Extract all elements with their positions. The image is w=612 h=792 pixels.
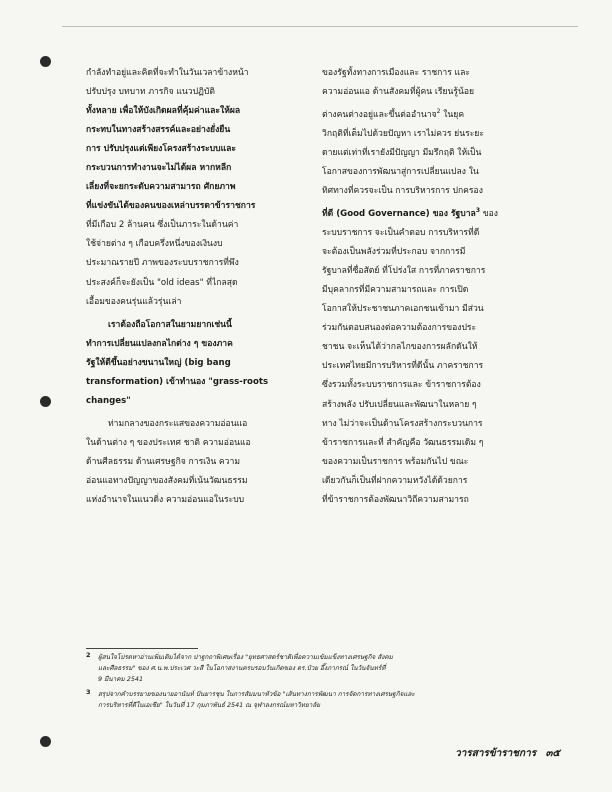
footnote-line: สรุปจากคำบรรยายของนายอานันท์ ปันยารชุน ในการสัมมนาหัวข้อ "เส้นทางการพัฒนา การจัดการทางเศรษฐกิจและ (98, 690, 415, 698)
binder-hole-top (40, 56, 51, 67)
text-line (322, 472, 566, 491)
text-line (322, 300, 566, 319)
line-text: ดายแต่เท่าที่เรายังมีปัญญา มีมรึกฤติ ให้เป็น (322, 148, 482, 159)
journal-name: วารสารข้าราชการ (455, 748, 537, 759)
footnote-line: และศีลธรรม" ของ ศ.น.พ.ประเวศ วะสี ในโอกาสงานครบรอบวันเกิดของ ดร.ป๋วย อึ๊งภากรณ์ ในวันจันทร์ที่ (98, 664, 386, 672)
text-line (86, 293, 318, 312)
line-text: ทำการเปลี่ยนแปลงกลไกต่าง ๆ ของภาค (86, 338, 233, 349)
line-text: วิกฤติที่เต็มไปด้วยปัญหา เราไม่ควร ย่นระยะ (322, 129, 484, 139)
line-text: กระบวนการทำงานจะไม่ได้ผล หากหลีก (86, 163, 232, 174)
line-text: เอื้อมของคนรุ่นแล้วรุ่นเล่า (86, 296, 182, 307)
footnote (86, 689, 572, 711)
text-line (322, 125, 566, 144)
line-text: transformation) เข้าทำนอง "grass-roots (86, 376, 269, 387)
line-text: ทาง ไม่ว่าจะเป็นด้านโครงสร้างกระบวนการ (322, 418, 483, 429)
text-line (322, 243, 566, 262)
text-line (322, 224, 566, 243)
running-footer (455, 746, 560, 761)
text-line (322, 491, 566, 510)
footnote-rule (86, 648, 198, 649)
line-text: โอกาสให้ประชาชนภาคเอกชนเข้ามา มีส่วน (322, 304, 484, 315)
text-line (86, 178, 318, 197)
text-line (86, 415, 318, 434)
footnote-line: การบริหารที่ดีในเอเชีย" ในวันที่ 17 กุมภาพันธ์ 2541 ณ จุฬาลงกรณ์มหาวิทยาลัย (98, 701, 321, 709)
line-text: ที่แข่งขันได้ของคนของเหล่าบรรดาข้าราชการ (86, 201, 256, 212)
line-text: อ่อนแอทางปัญญาของสังคมที่เน้นวัฒนธรรม (86, 475, 248, 486)
text-line (86, 140, 318, 159)
text-line (322, 357, 566, 376)
text-line (322, 262, 566, 281)
text-line (86, 121, 318, 140)
text-line (322, 144, 566, 163)
line-text: เลี่ยงที่จะยกระดับความสามารถ ศักยภาพ (86, 182, 236, 193)
text-line (86, 197, 318, 216)
line-text: ปรับปรุง บทบาท ภารกิจ แนวปฏิบัติ (86, 87, 215, 98)
line-text: ความอ่อนแอ ด้านสังคมที่ผู้คน เรียนรู้น้อย (322, 87, 475, 98)
line-text: ที่ข้าราชการต้องพัฒนาวิถีความสามารถ (322, 494, 469, 505)
footnote-marker: 2 (436, 108, 441, 116)
text-line (322, 182, 566, 201)
line-text: ประเทศไทยมีการบริหารที่ดีนั้น ภาคราชการ (322, 361, 484, 372)
header-rule (62, 26, 578, 27)
text-line (86, 274, 318, 293)
line-text: โอกาสของการพัฒนาสู่การเปลี่ยนแปลง ใน (322, 167, 479, 178)
line-text: สร้างพลัง ปรับเปลี่ยนและพัฒนาในหลาย ๆ (322, 399, 477, 410)
footnote-number: 2 (86, 651, 91, 659)
text-line (86, 392, 318, 411)
text-line (86, 373, 318, 392)
line-text: ของความเป็นราชการ พร้อมกันไป ขณะ (322, 456, 469, 467)
left-column (86, 64, 318, 510)
line-text: ของรัฐทั้งทางการเมืองและ ราชการ และ (322, 68, 470, 78)
line-text: ประมาณรายปี ภาพของระบบราชการที่พึง (86, 258, 239, 269)
right-column (322, 64, 566, 510)
line-text: แห่งอำนาจในแนวดิ่ง ความอ่อนแอในระบบ (86, 495, 245, 506)
text-line (322, 338, 566, 357)
line-text: ใช้จ่ายต่าง ๆ เกือบครึ่งหนึ่งของเงินงบ (86, 239, 223, 250)
footnote-line: 9 มีนาคม 2541 (98, 675, 144, 683)
text-line (322, 201, 566, 224)
text-line (86, 235, 318, 254)
line-text: ทิศทางที่ควรจะเป็น การบริหารการ ปกครอง (322, 186, 483, 197)
line-text: รัฐบาลที่ซื่อสัตย์ ที่โปร่งใส การที่ภาคราชการ (322, 266, 486, 277)
line-tail: ของ (480, 209, 498, 220)
line-tail: ในยุค (440, 109, 465, 120)
line-text: ที่มีเกือบ 2 ล้านคน ซึ่งเป็นภาระในด้านค่า (86, 220, 239, 231)
line-text: ร่วมกันตอบสนองต่อความต้องการของประ (322, 323, 477, 334)
text-line (86, 159, 318, 178)
text-line (322, 163, 566, 182)
line-text: ซึ่งรวมทั้งระบบราชการและ ข้าราชการต้อง (322, 380, 481, 391)
line-text: ระบบราชการ จะเป็นคำตอบ การบริหารที่ดี (322, 228, 480, 239)
line-text: กระทบในทางสร้างสรรค์และอย่างยั่งยืน (86, 125, 231, 136)
line-text: ชาชน จะเห็นได้ว่ากลไกของการผลักดันให้ (322, 342, 478, 353)
line-text: กำลังทำอยู่และคิดที่จะทำในวันเวลาข้างหน้า (86, 68, 249, 78)
text-line (86, 335, 318, 354)
text-line (322, 396, 566, 415)
text-line (86, 102, 318, 121)
line-text: มีบุคลากรที่มีความสามารถและ การเปิด (322, 285, 469, 296)
line-text: ด้านศีลธรรม ด้านเศรษฐกิจ การเงิน ความ (86, 456, 240, 467)
line-text: จะต้องเป็นพลังร่วมที่ประกอบ จากการมี (322, 247, 466, 258)
text-line (86, 83, 318, 102)
binder-hole-middle (40, 396, 51, 407)
footnote-line: ผู้สนใจโปรดหาอ่านเพิ่มเติมได้จาก ปาฐกถาพิเศษเรื่อง "ยุทธศาสตร์ชาติเพื่อความเข้มแข็งทางเศรษฐกิจ สังคม (98, 653, 393, 661)
text-line (86, 354, 318, 373)
line-text: ท่ามกลางของกระแสของความอ่อนแอ (108, 418, 248, 429)
page-number: ๓๕ (545, 748, 560, 759)
line-text: ทั้งหลาย เพื่อให้บังเกิดผลที่คุ้มค่าและให้ผล (86, 106, 241, 117)
text-line (86, 491, 318, 510)
text-line (86, 472, 318, 491)
text-line (86, 216, 318, 235)
text-line (322, 281, 566, 300)
line-text: changes" (86, 395, 131, 406)
footnotes (86, 652, 572, 715)
binder-hole-bottom (40, 736, 51, 747)
line-text: ที่ดี (Good Governance) ของ รัฐบาล (322, 209, 476, 220)
text-line (322, 376, 566, 395)
text-line (86, 254, 318, 273)
footnote-number: 3 (86, 688, 91, 696)
text-line (322, 434, 566, 453)
line-text: การ ปรับปรุงแต่เพียงโครงสร้างระบบและ (86, 144, 237, 155)
text-line (86, 64, 318, 83)
line-text: เราต้องถือโอกาสในยามยากเช่นนี้ (108, 319, 232, 330)
text-line (322, 102, 566, 125)
text-line (86, 316, 318, 335)
text-line (322, 319, 566, 338)
line-text: เดียวกันก็เป็นที่ฝากความหวังได้ด้วยการ (322, 475, 468, 486)
text-line (86, 453, 318, 472)
footnote (86, 652, 572, 685)
text-line (86, 434, 318, 453)
line-text: ต่างคนต่างอยู่และขึ้นต่ออำนาจ (322, 109, 437, 120)
text-line (322, 64, 566, 83)
line-text: ประสงค์ก็จะยังเป็น "old ideas" ที่ไกลสุด (86, 277, 238, 288)
text-line (322, 83, 566, 102)
footnote-marker: 3 (475, 207, 480, 215)
text-line (322, 415, 566, 434)
text-line (322, 453, 566, 472)
line-text: ข้าราชการและที่ สำคัญคือ วัฒนธรรมเดิม ๆ (322, 437, 484, 448)
line-text: ในด้านต่าง ๆ ของประเทศ ชาติ ความอ่อนแอ (86, 437, 251, 448)
line-text: รัฐให้ดีขึ้นอย่างขนานใหญ่ (big bang (86, 357, 231, 368)
